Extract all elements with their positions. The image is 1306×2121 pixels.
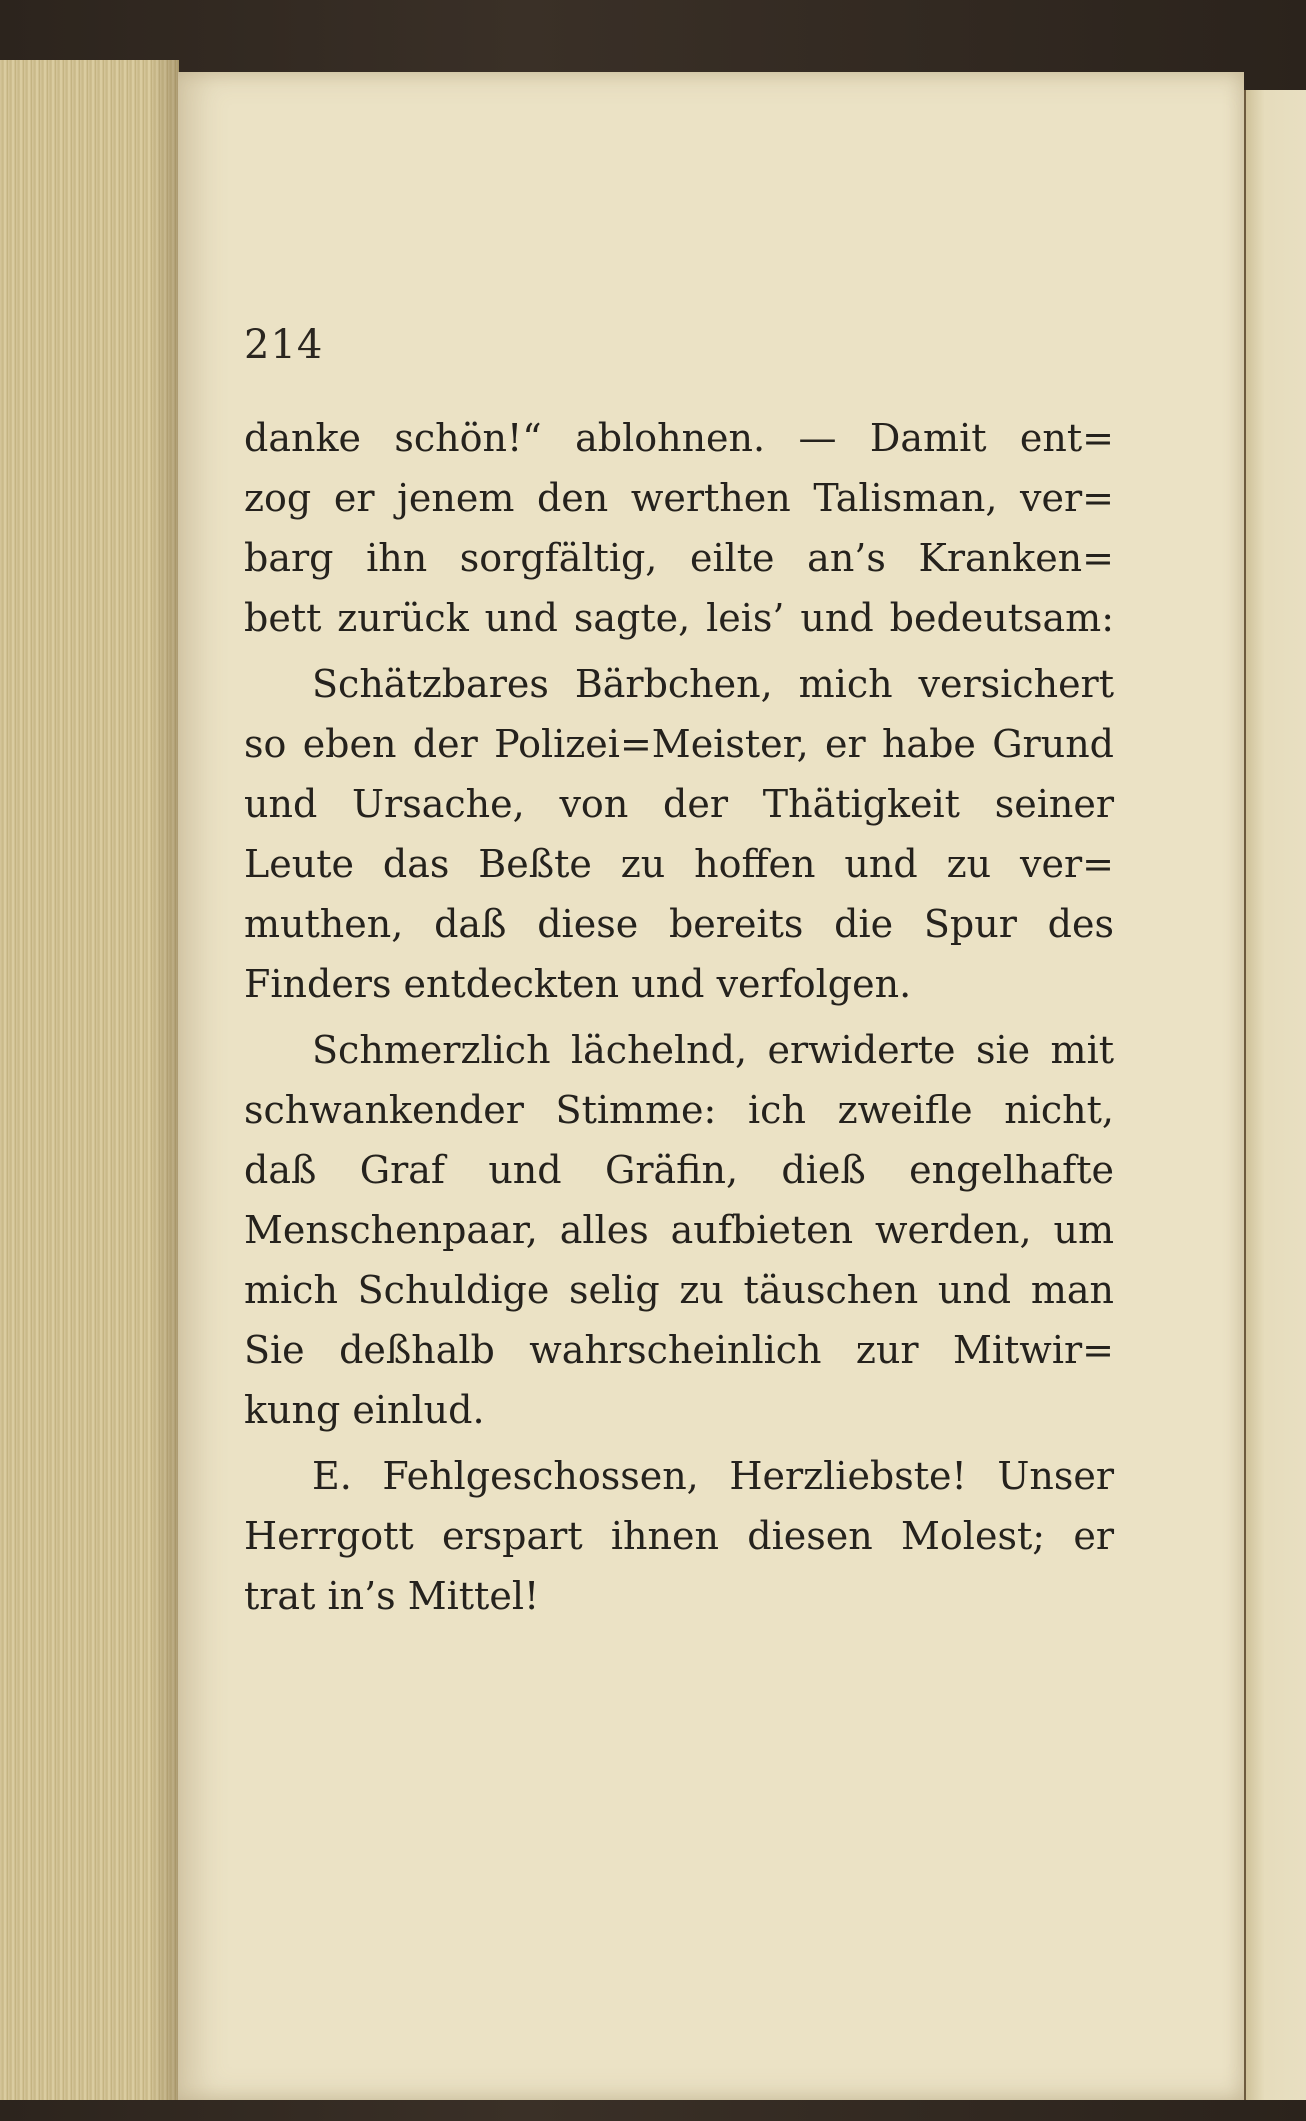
text-line: und Ursache, von der Thätigkeit seiner	[244, 782, 1114, 826]
text-line: so eben der Polizei=Meister, er habe Grund	[244, 722, 1114, 766]
text-line: kung einlud.	[244, 1388, 485, 1432]
text-line: Schätzbares Bärbchen, mich versichert	[312, 662, 1114, 706]
text-line: daß Graf und Gräfin, dieß engelhafte	[244, 1148, 1114, 1192]
paragraph	[244, 1446, 1114, 1626]
paragraph	[244, 654, 1114, 1014]
paragraph	[244, 1020, 1114, 1440]
paragraph	[244, 408, 1114, 648]
text-line: muthen, daß diese bereits die Spur des	[244, 902, 1114, 946]
text-line: schwankender Stimme: ich zweifle nicht,	[244, 1088, 1114, 1132]
text-line: Finders entdeckten und verfolgen.	[244, 962, 912, 1006]
text-line: Menschenpaar, alles aufbieten werden, um	[244, 1208, 1114, 1252]
text-line: Sie deßhalb wahrscheinlich zur Mitwir=	[244, 1328, 1114, 1372]
page-edges-shadow	[150, 60, 178, 2100]
text-line: E. Fehlgeschossen, Herzliebste! Unser	[312, 1454, 1114, 1498]
facing-page-edge	[1244, 90, 1306, 2100]
text-line: bett zurück und sagte, leis’ und bedeutsam:	[244, 596, 1114, 640]
text-line: trat in’s Mittel!	[244, 1574, 540, 1618]
text-line: danke schön!“ ablohnen. — Damit ent=	[244, 416, 1114, 460]
text-line: Leute das Beßte zu hoffen und zu ver=	[244, 842, 1114, 886]
text-line: mich Schuldige selig zu täuschen und man	[244, 1268, 1114, 1312]
text-line: barg ihn sorgfältig, eilte an’s Kranken=	[244, 536, 1114, 580]
text-line: Schmerzlich lächelnd, erwiderte sie mit	[312, 1028, 1114, 1072]
text-line: Herrgott erspart ihnen diesen Molest; er	[244, 1514, 1114, 1558]
text-line: zog er jenem den werthen Talisman, ver=	[244, 476, 1114, 520]
page-text	[244, 408, 1114, 1626]
page-number: 214	[244, 322, 324, 368]
